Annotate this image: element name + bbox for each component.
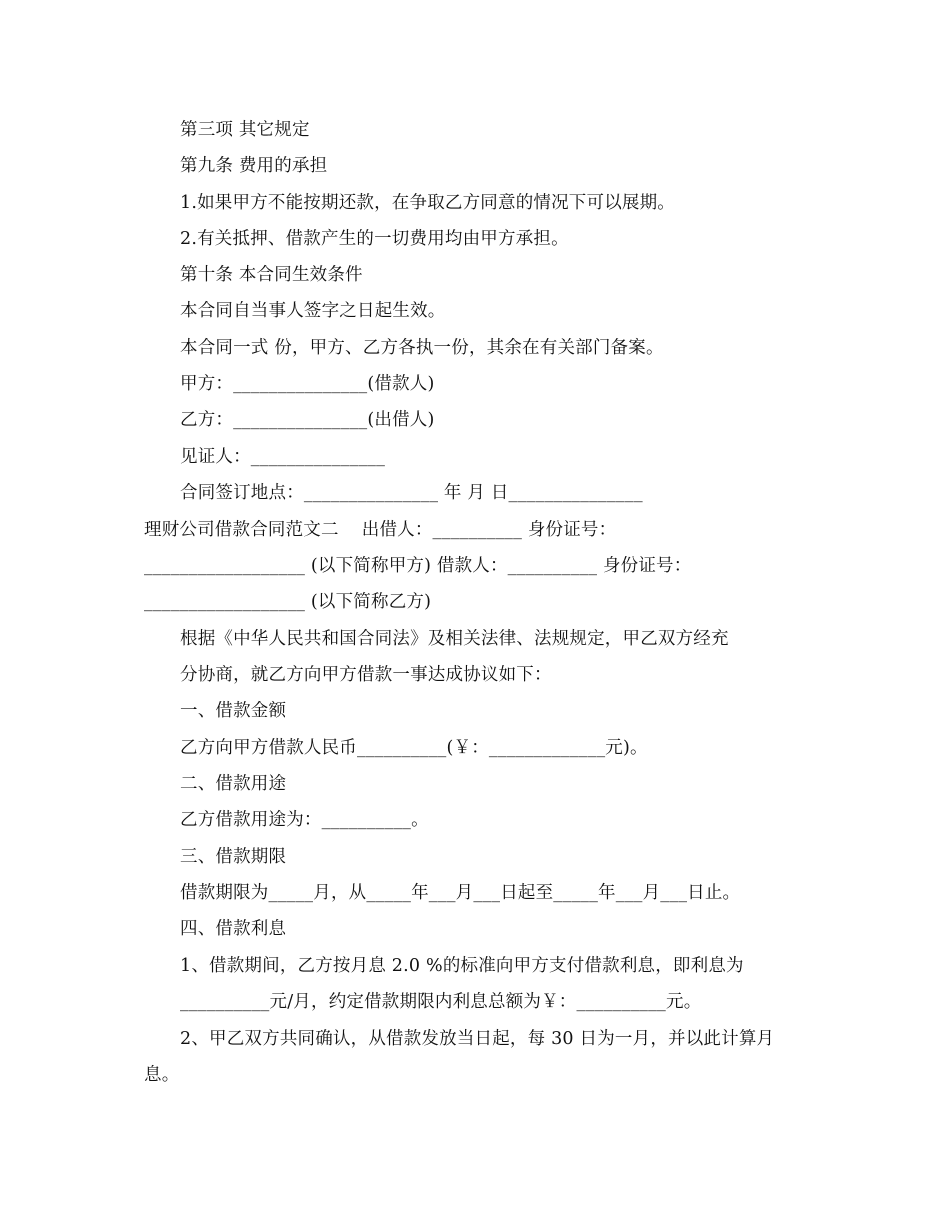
clause-text: 乙方向甲方借款人民币__________(￥：_____________元)。 xyxy=(180,738,648,758)
article-heading: 第十条 本合同生效条件 xyxy=(180,265,363,285)
section-heading: 四、借款利息 xyxy=(180,919,287,939)
preamble-text: 分协商，就乙方向甲方借款一事达成协议如下： xyxy=(180,665,552,685)
signing-place-date-line: 合同签订地点：_______________ 年 月 日_______________ xyxy=(180,483,643,503)
party-info-line: __________________ (以下简称甲方) 借款人：__________ 身份证号： xyxy=(144,556,692,576)
document-title-line: 理财公司借款合同范文二 出借人：__________ 身份证号： xyxy=(144,520,617,540)
article-heading: 第九条 费用的承担 xyxy=(180,156,328,176)
signature-line-party-a: 甲方：_______________(借款人) xyxy=(180,374,435,394)
section-heading: 第三项 其它规定 xyxy=(180,120,310,140)
clause-text: 借款期限为_____月，从_____年___月___日起至_____年___月___日止。 xyxy=(180,883,741,903)
clause-text: __________元/月，约定借款期限内利息总额为￥：__________元。 xyxy=(180,992,702,1012)
clause-text: 乙方借款用途为：__________。 xyxy=(180,810,429,830)
clause-text: 本合同自当事人签字之日起生效。 xyxy=(180,301,446,321)
signature-line-party-b: 乙方：_______________(出借人) xyxy=(180,410,435,430)
clause-text: 1、借款期间，乙方按月息 2.0 %的标准向甲方支付借款利息，即利息为 xyxy=(180,956,744,976)
section-heading: 一、借款金额 xyxy=(180,701,287,721)
clause-text: 2、甲乙双方共同确认，从借款发放当日起，每 30 日为一月，并以此计算月 xyxy=(180,1029,775,1049)
party-info-line: __________________ (以下简称乙方) xyxy=(144,592,432,612)
clause-text: 息。 xyxy=(144,1065,180,1085)
section-heading: 二、借款用途 xyxy=(180,774,287,794)
clause-text: 2.有关抵押、借款产生的一切费用均由甲方承担。 xyxy=(180,229,569,249)
section-heading: 三、借款期限 xyxy=(180,847,287,867)
preamble-text: 根据《中华人民共和国合同法》及相关法律、法规规定，甲乙双方经充 xyxy=(180,629,729,649)
signature-line-witness: 见证人：_______________ xyxy=(180,447,386,467)
clause-text: 1.如果甲方不能按期还款，在争取乙方同意的情况下可以展期。 xyxy=(180,193,675,213)
clause-text: 本合同一式 份，甲方、乙方各执一份，其余在有关部门备案。 xyxy=(180,338,664,358)
